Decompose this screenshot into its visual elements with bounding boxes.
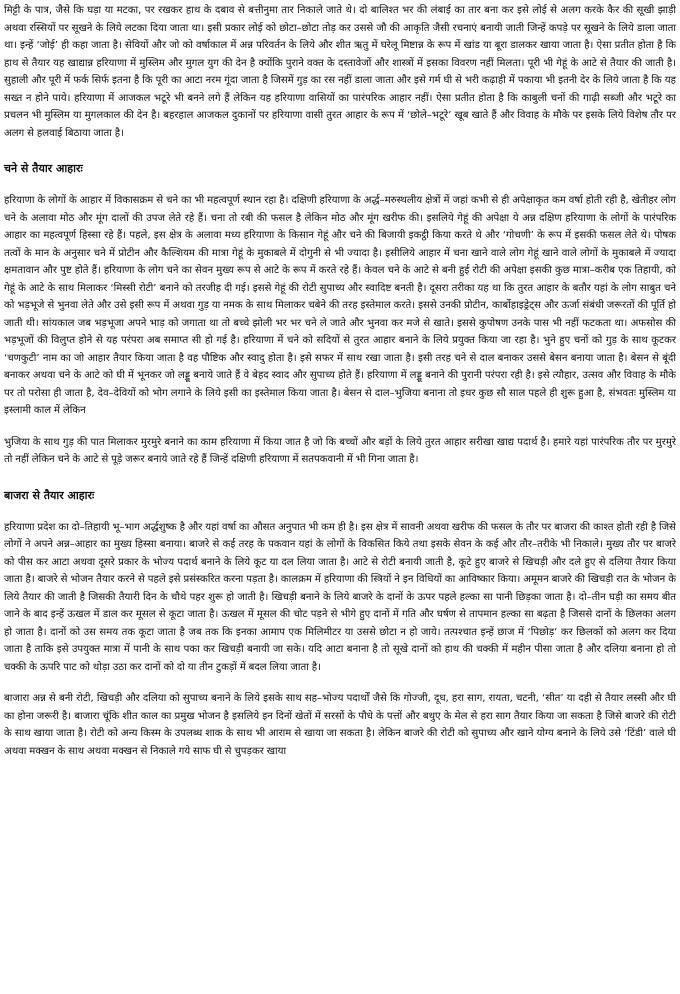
- spacer: [4, 178, 676, 192]
- spacer: [4, 505, 676, 519]
- paragraph-bhujiya-murmure: भुजिया के साथ गुड़ की पात मिलाकर मुरमुरे बनाने का काम हरियाणा में किया जात है जो कि बच्चों और बड़ों के लिये तुरत आहार सरीखा खाद्य पदार्थ है। हमारे यहां पारंपरिक तौर पर मुरमुरे तो नहीं लेकिन चने के आटे से पूड़े जरूर बनाये जाते रहे हैं जिन्हें दक्षिणी हरियाणा में सतपकवानी में भी गिना जाता है।: [4, 436, 676, 465]
- spacer: [4, 469, 676, 487]
- paragraph-bajra: हरियाणा प्रदेश का दो–तिहायी भू–भाग अर्द्धशुष्क है और यहां वर्षा का औसत अनुपात भी कम ही है। इस क्षेत्र में सावनी अथवा खरीफ की फसल के तौर पर बाजरा की काश्त होती रही है जिसे लोगों ने अपने अन्न–आहार का मुख्य हिस्सा बनाया। बाजरे से कई तरह के पकवान यहां के लोगों के विकसित किये तथा इसके सेवन के कई और तौर–तरीके भी निकाले। मुख्य तौर पर बाजरे को पीस कर आटा अथवा दूसरे प्रकार के भोज्य पदार्थ बनाने के लिये कूट या दल लिया जाता है। आटे से रोटी बनायी जाती है, कूटे हुए बाजरे से खिचड़ी और दले हुए से दलिया तैयार किया जाता है। बाजरे से भोजन तैयार करने से पहले इसे प्रसंस्करित करना पड़ता है। कालक्रम में हरियाणा की स्त्रियों ने इन विधियों का आविष्कार किया। अमूमन बाजरे की खिचड़ी रात के भोजन के लिये तैयार की जाती है जिसकी तैयारी दिन के चौथे पहर शुरू हो जाती है। खिचड़ी बनाने के लिये बाजरे के दानों के ऊपर पहले हल्का सा पानी छिड़का जाता है। दो–तीन घड़ी का समय बीत जाने के बाद इन्हें ऊखल में डाल कर मूसल से कूटा जाता है। ऊखल में मूसल की चोट पड़ने से भीगे हुए दानों में गति और घर्षण से तापमान हल्का सा बढ़ता है जिससे दानों के छिलका अलग हो जाता है। दानों को उस समय तक कूटा जाता है जब तक कि इनका आमाप एक मिलिमीटर या उससे छोटा न हो जाये। तत्पश्चात इन्हें छाज में ‘पिछोड़’ कर छिलकों को अलग कर दिया जाता है ताकि इसे उपयुक्त मात्रा में पानी के साथ पका कर खिचड़ी बनायी जा सके। यदि आटा बनाना है तो सूखे दानों को हाथ की चक्की में महीन पीसा जाता है और दलिया बनाना हो तो चक्की के ऊपरि पाट को थोड़ा उठा कर दानों को दो या तीन टुकड़ों में बदल लिया जाता है।: [4, 521, 676, 673]
- spacer: [4, 676, 676, 690]
- paragraph-chana: हरियाणा के लोगों के आहार में विकासक्रम से चने का भी महत्वपूर्ण स्थान रहा है। दक्षिणी हरियाणा के अर्द्ध–मरुस्थलीय क्षेत्रों में जहां कभी से ही अपेक्षाकृत कम वर्षा होती रही है, खेतीहर लोग चने के अलावा मोठ और मूंग दालों की उपज लेते रहे हैं। चना तो रबी की फसल है लेकिन मोठ और मूंग खरीफ की। इसलिये गेहूं की अपेक्षा ये अन्न दक्षिण हरियाणा के लोगों के पारंपरिक आहार का महत्वपूर्ण हिस्सा रहे हैं। पहले, इस क्षेत्र के अलावा मध्य हरियाणा के किसान गेहूं और चने की बिजायी इकट्ठी किया करते थे और ‘गोचणी’ के रूप में इसकी फसल लेते थे। पोषक तत्वों के मान के अनुसार चने में प्रोटीन और कैल्शियम की मात्रा गेहूं के मुकाबले में दोगुनी से भी ज्यादा है। इसीलिये आहार में चना खाने वाले लोग गेहूं खाने वाले लोगों के मुकाबले में ज्यादा क्षमतावान और पुष्ट होते हैं। हरियाणा के लोग चने का सेवन मुख्य रूप से आटे के रूप में करते रहे हैं। केवल चने के आटे से बनी हुई रोटी की अपेक्षा इसकी कुछ मात्रा–करीब एक तिहायी, को गेहूं के आटे के साथ मिलाकर ‘मिस्सी रोटी’ बनाने को तरजीह दी गई। इससे गेहूं की रोटी सुपाच्य और स्वादिष्ट बनती है। दूसरा तरीका यह था कि तुरत आहार के बतौर यहां के लोग साबुत चने को भड़भूजे से भुनवा लेते और उसे इसी रूप में अथवा गुड़ या नमक के साथ मिलाकर चबेने की तरह इस्तेमाल करते। इससे उनकी प्रोटीन, कार्बोहाइड्रेट्स और ऊर्जा संबंधी जरूरतों की पूर्ति हो जाती थी। सांयकाल जब भड़भूजा अपने भाड़ को जगाता था तो बच्चे झोली भर भर चने ले जाते और भुनवा कर मजे से खाते। इससे कुपोषण उनके पास भी नहीं फटकता था। अफसोस की भड़भूजों की विलुप्त होने से यह परंपरा अब समाप्त सी हो गई है। हरियाणा में चने को सदियों से तुरत आहार बनाने के लिये प्रयुक्त किया जा रहा है। भुने हुए चनों को गुड़ के साथ कूटकर ‘चणकुटी’ नाम का जो आहार तैयार किया जाता है वह पौष्टिक और स्वादु होता है। इसे सफर में साथ रखा जाता है। इसी तरह चने से दाल बनाकर उससे बेसन बनाया जाता है। बेसन से बूंदी बनाकर अथवा चने के आटे को घी में भूनकर जो लड्डू बनाये जाते हैं वे बेहद स्वाद और सुपाच्य होते हैं। हरियाणा में लड्डू बनाने की पुरानी परंपरा रही है। इसे त्यौहार, उत्सव और विवाह के मौके पर तो परोसा ही जाता है, देव–देवियों को भोग लगाने के लिये इसी का इस्तेमाल किया जाता है। बेसन से दाल–भुजिया बनाना तो इधर कुछ सौ साल पहले ही शुरू हुआ है, संभवतः मुस्लिम या इस्लामी काल में लेकिन: [4, 195, 676, 416]
- spacer: [4, 142, 676, 160]
- section-heading-chana: चने से तैयार आहारः: [4, 162, 83, 175]
- paragraph-seviyan-bhature: मिट्टी के पात्र, जैसे कि घड़ा या मटका, पर रखकर हाथ के दबाव से बत्तीनुमा तार निकाले जाते थे। दो बालिश्त भर की लंबाई का तार बना कर इसे लोई से अलग करके कैर की सूखी झाड़ी अथवा रस्सियों पर सूखने के लिये लटका दिया जाता था। इसी प्रकार लोई को छोटा–छोटा तोड़ कर उससे जौ की आकृति जैसी रचनाएं बनायी जाती जिन्हें कपड़े पर सूखने के लिये डाला जाता था। इन्हें ‘जोई’ ही कहा जाता है। सेवियों और जो को वर्षाकाल में अन्न परिवर्तन के लिये और शीत ऋतु में घरेलू मिष्टान्न के रूप में खांड या बूरा डालकर खाया जाता है। ऐसा प्रतीत होता है कि हाथ से तैयार यह खाद्यान्न हरियाणा में मुस्लिम और मुगल युग की देन है क्योंकि पुराने वक्त के दस्तावेजों और शास्त्रों में इसका विवरण नहीं मिलता। पूरी भी गेहूं के आटे से तैयार की जाती है। सुहाली और पूरी में फर्क सिर्फ इतना है कि पूरी का आटा नरम गूंदा जाता है जिसमें गुड़ का रस नहीं डाला जाता और इसे गर्म घी से भरी कढ़ाही में पकाया भी इतनी देर के लिये जाता है कि यह सख्त न होने पाये। हरियाणा में आजकल भटूरे भी बनने लगे हैं लेकिन यह हरियाणा वासियों का पारंपरिक आहार नहीं। ऐसा प्रतीत होता है कि काबुली चनों की गाढ़ी सब्जी और भटूरे का प्रचलन भी मुस्लिम या मुगलकाल की देन है। बहरहाल आजकल दुकानों पर हरियाणा वासी तुरत आहार के रूप में ‘छोले–भटूरे’ खूब खाते हैं और विवाह के मौके पर इसके लिये विशेष तौर पर अलग से हलवाई बिठाया जाता है।: [4, 5, 676, 139]
- section-heading-bajra: बाजरा से तैयार आहारः: [4, 488, 95, 502]
- paragraph-bajra-roti: बाजारा अन्न से बनी रोटी, खिचड़ी और दलिया को सुपाच्य बनाने के लिये इसके साथ सह–भोज्य पदार्थों जैसे कि गोज्जी, दूध, हरा साग, रायता, चटनी, ‘सीत’ या दही से तैयार लस्सी और घी का होना जरूरी है। बाजारा चूंकि शीत काल का प्रमुख भोजन है इसलिये इन दिनों खेतों में सरसों के पौधे के पत्तों और बथुए के मेल से हरा साग तैयार किया जा सकता है जिसे बाजरे की रोटी के साथ खाया जाता है। रोटी को अन्य किस्म के उपलब्ध शाक के साथ भी आराम से खाया जा सकता है। लेकिन बाजरे की रोटी को सुपाच्य और खाने योग्य बनाने के लिये उसे ‘टिंडी’ वाले घी अथवा मक्खन के साथ अथवा मक्खन से निकाले गये साफ घी से चुपड़कर खाया: [4, 693, 676, 757]
- spacer: [4, 420, 676, 434]
